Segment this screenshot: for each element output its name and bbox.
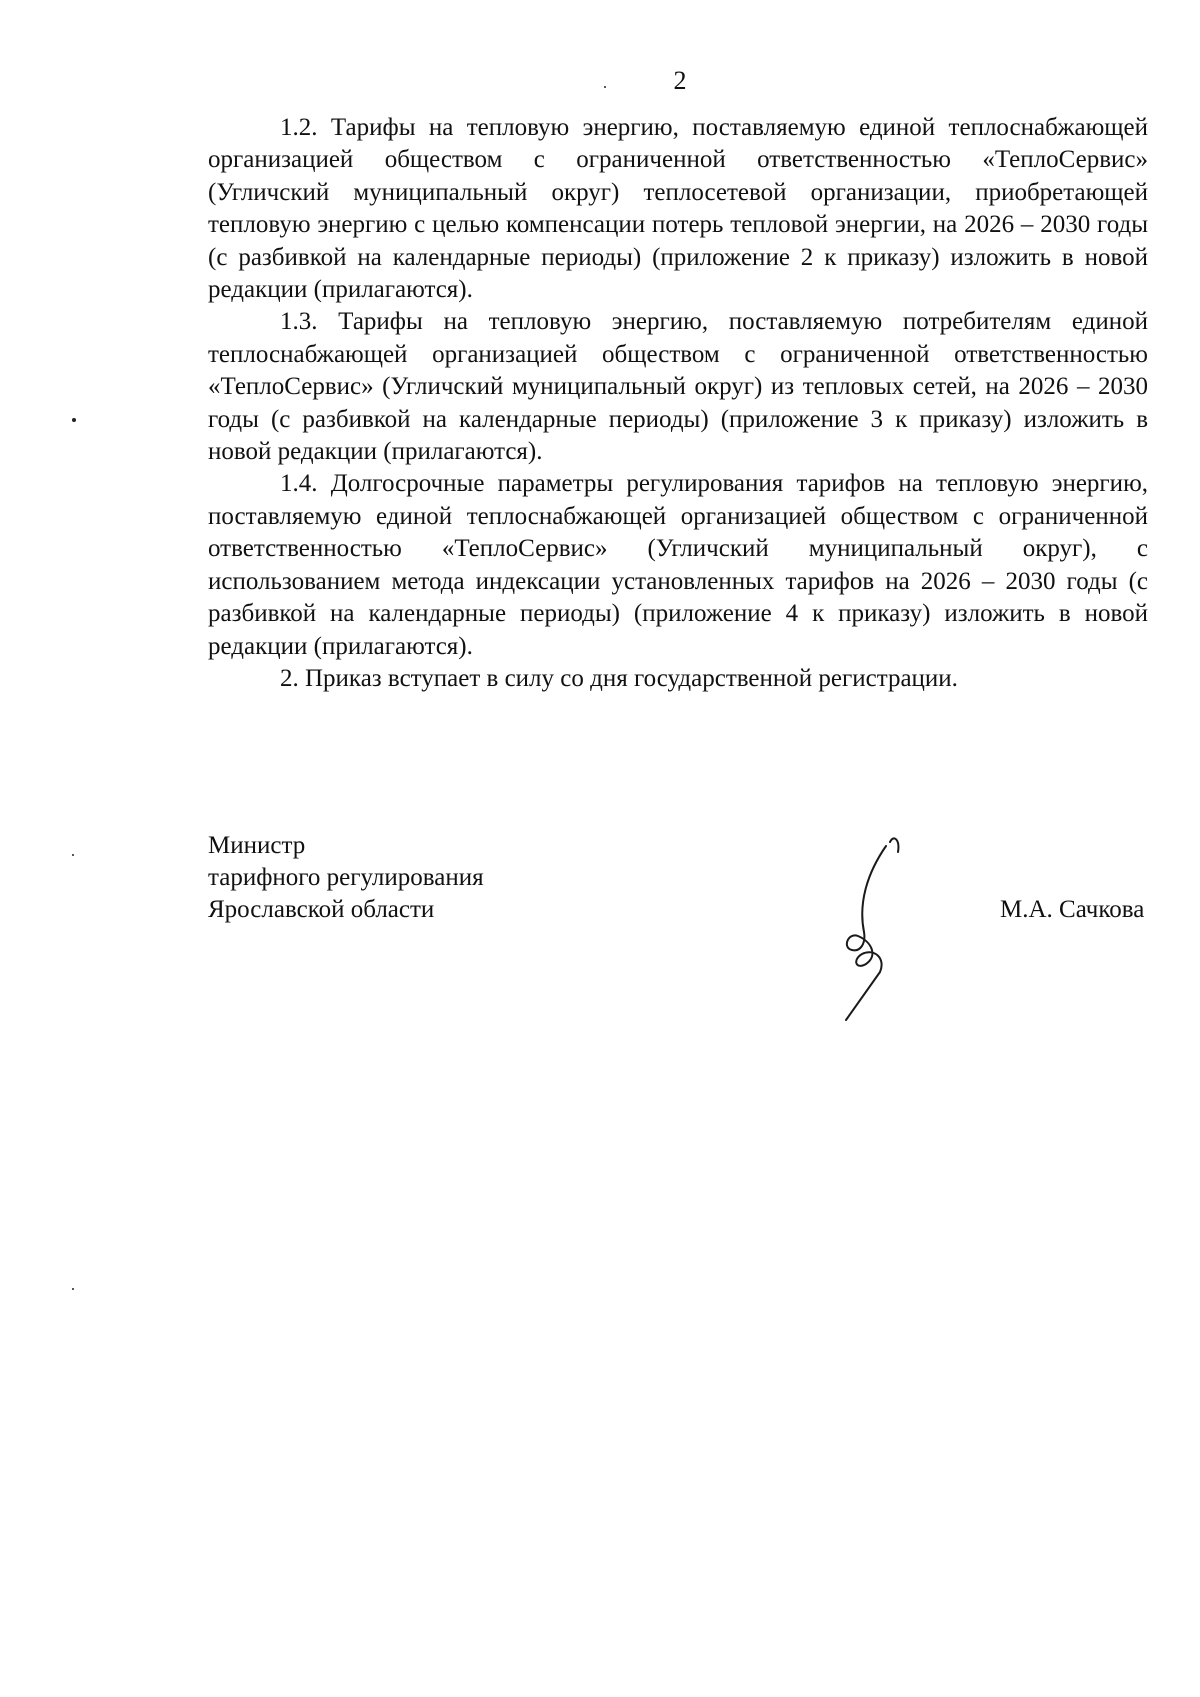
scan-speck <box>72 1288 74 1290</box>
paragraph-2: 2. Приказ вступает в силу со дня государственной регистрации. <box>280 664 958 692</box>
paragraph-1-2: 1.2. Тарифы на тепловую энергию, поставляемую единой теплоснабжающей организацией обществом с ограниченной ответственностью «ТеплоСервис» (Угличский муниципальный округ) теплосетевой организации, приобретающей тепловую энергию с целью компенсации потерь тепловой энергии, на 2026 – 2030 годы (с разбивкой на календарные периоды) (приложение 2 к приказу) изложить в новой редакции (прилагаются). <box>208 114 1148 304</box>
page-number: 2 <box>673 66 687 95</box>
signer-position <box>208 830 484 926</box>
handwritten-signature-icon <box>828 832 938 1022</box>
scan-speck <box>72 854 74 856</box>
signer-position-line: Министр <box>208 832 306 859</box>
scan-speck <box>72 418 76 422</box>
signer-position-line: Ярославской области <box>208 896 435 923</box>
signer-name: М.А. Сачкова <box>1000 896 1145 923</box>
signer-position-line: тарифного регулирования <box>208 864 484 891</box>
paragraph-1-4: 1.4. Долгосрочные параметры регулирования тарифов на тепловую энергию, поставляемую единой теплоснабжающей организацией обществом с ограниченной ответственностью «ТеплоСервис» (Угличский муниципальный округ), с использованием метода индексации установленных тарифов на 2026 – 2030 годы (с разбивкой на календарные периоды) (приложение 4 к приказу) изложить в новой редакции (прилагаются). <box>208 470 1148 660</box>
paragraph-1-3: 1.3. Тарифы на тепловую энергию, поставляемую потребителям единой теплоснабжающей организацией обществом с ограниченной ответственностью «ТеплоСервис» (Угличский муниципальный округ) из тепловых сетей, на 2026 – 2030 годы (с разбивкой на календарные периоды) (приложение 3 к приказу) изложить в новой редакции (прилагаются). <box>208 308 1148 466</box>
scan-speck <box>604 86 606 88</box>
document-body <box>208 112 1148 695</box>
